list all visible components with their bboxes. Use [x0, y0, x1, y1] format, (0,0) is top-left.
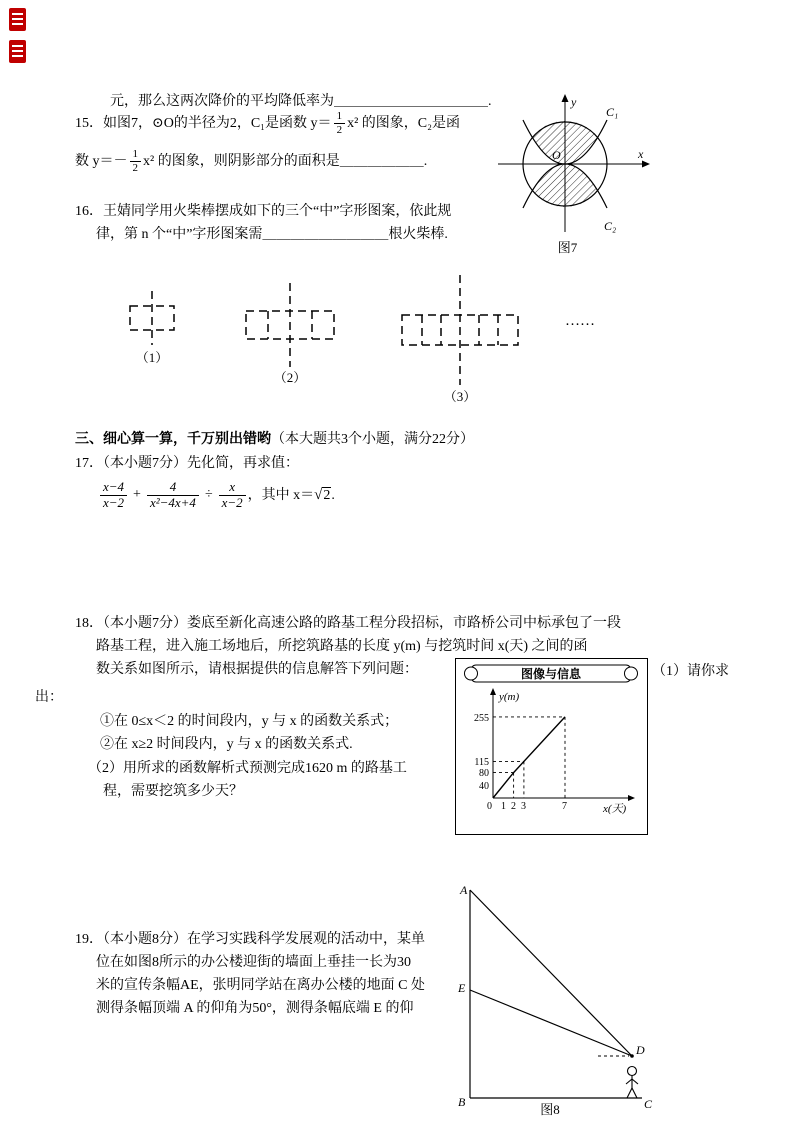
q15-text: x² 的图象，C₂是函 [347, 115, 460, 131]
matchstick-figures [75, 255, 660, 410]
fraction [100, 480, 127, 511]
fraction-denominator: x−2 [103, 494, 125, 510]
ytick-80: 80 [479, 768, 489, 779]
fig8-point-d: D [636, 1043, 645, 1057]
q14-continuation-text: 元，那么这两次降价的平均降低率为＿＿＿＿＿＿＿＿＿＿＿. [110, 94, 492, 109]
q18-subitem-2: ②在 x≥2 时间段内，y 与 x 的函数关系式. [100, 737, 353, 752]
person-leg [632, 1088, 637, 1098]
fraction-denominator: 2 [132, 161, 138, 174]
q17-period: . [331, 487, 335, 503]
section-3-heading [75, 428, 474, 451]
section-3-points: （本大题共3个小题，满分22分） [271, 432, 474, 447]
ytick-255: 255 [474, 713, 489, 724]
xtick-2: 2 [511, 801, 516, 812]
fraction-one-half [334, 110, 346, 136]
q18-line-2: 路基工程，进入施工场地后，所挖筑路基的长度 y(m) 与挖筑时间 x(天) 之间的函 [96, 639, 588, 654]
fraction-denominator: 2 [336, 123, 343, 136]
question-15 [75, 104, 460, 180]
sightline-ad [470, 890, 632, 1056]
pattern-1-label: （1） [135, 350, 169, 365]
fig7-y-label: y [571, 95, 577, 109]
q17-line-1: 17．（本小题7分）先化简，再求值： [75, 456, 299, 471]
q16-line-2: 律，第 n 个“中”字形图案需＿＿＿＿＿＿＿＿＿根火柴棒. [96, 227, 448, 242]
fraction-numerator: 1 [130, 148, 142, 162]
fraction-one-half [130, 148, 142, 174]
fig8-point-e: E [458, 981, 466, 995]
figure-7 [480, 92, 655, 237]
ytick-40: 40 [479, 781, 489, 792]
x-axis-arrow-icon [642, 161, 650, 168]
q17-condition: ，其中 x＝ [247, 487, 315, 503]
xtick-3: 3 [521, 801, 526, 812]
divide-operator: ÷ [204, 487, 213, 502]
q16-line-1: 16．王婧同学用火柴棒摆成如下的三个“中”字形图案，依此规 [75, 204, 452, 219]
q15-line-2 [75, 142, 460, 180]
annotation-marker-icon[interactable] [9, 8, 26, 31]
q19-line-3: 米的宣传条幅AE，张明同学站在离办公楼的地面 C 处 [96, 978, 425, 993]
person-arm [626, 1079, 632, 1084]
xtick-1: 1 [501, 801, 506, 812]
fig8-point-a: A [460, 883, 468, 897]
section-3-title: 三、细心算一算，千万别出错哟 [75, 432, 271, 447]
ytick-115: 115 [474, 757, 489, 768]
q15-text: 数 y＝－ [75, 153, 128, 169]
figure-8 [450, 878, 685, 1120]
fig7-o-label: O [552, 148, 561, 162]
graph-x-label: x(天) [603, 803, 627, 815]
xtick-7: 7 [562, 801, 567, 812]
ellipsis-dots: …… [565, 313, 595, 329]
radicand: 2 [323, 487, 331, 503]
q19-line-1: 19．（本小题8分）在学习实践科学发展观的活动中，某单 [75, 932, 425, 947]
person-head [628, 1067, 637, 1076]
fig7-x-label: x [638, 147, 644, 161]
fraction-denominator: x²−4x+4 [149, 494, 196, 510]
fraction-numerator: x [219, 480, 246, 496]
pattern-3-label: （3） [443, 389, 477, 404]
fraction-numerator: x−4 [100, 480, 127, 496]
q18-subitem-3: （2）用所求的函数解析式预测完成1620 m 的路基工 [88, 761, 407, 776]
person-leg [627, 1088, 632, 1098]
graph-title: 图像与信息 [520, 667, 582, 681]
fig8-point-b: B [458, 1095, 466, 1109]
q18-graph [455, 658, 648, 835]
origin-label: 0 [487, 801, 492, 812]
q18-line-1: 18．（本小题7分）娄底至新化高速公路的路基工程分段招标，市路桥公司中标承包了一段 [75, 616, 621, 631]
q18-subitem-1: ①在 0≤x＜2 的时间段内，y 与 x 的函数关系式； [100, 714, 399, 729]
fraction-numerator: 4 [147, 480, 199, 496]
fig8-point-c: C [644, 1097, 653, 1111]
person-arm [632, 1079, 638, 1084]
q18-line-3-right: （1）请你求 [652, 664, 729, 679]
q17-expression [98, 472, 335, 518]
fig7-caption: 图7 [557, 240, 578, 255]
q18-line-4: 出： [35, 690, 63, 705]
q15-line-1 [75, 104, 460, 142]
banner-end-icon [465, 667, 478, 680]
annotation-marker-icon[interactable] [9, 40, 26, 63]
q19-line-2: 位在如图8所示的办公楼迎街的墙面上垂挂一长为30 [96, 955, 411, 970]
q19-line-4: 测得条幅顶端 A 的仰角为50°，测得条幅底端 E 的仰 [96, 1001, 414, 1016]
pattern-2-label: （2） [273, 370, 307, 385]
graph-y-label: y(m) [499, 691, 520, 703]
fig8-caption: 图8 [540, 1102, 560, 1117]
fraction [147, 480, 199, 511]
sightline-ed [470, 990, 632, 1056]
fraction-denominator: x−2 [221, 494, 243, 510]
y-axis-arrow-icon [562, 94, 569, 102]
person-figure [626, 1067, 638, 1099]
fraction-numerator: 1 [334, 110, 346, 124]
fraction [219, 480, 246, 511]
plus-operator: + [133, 487, 141, 502]
radical-icon: √ [314, 486, 323, 503]
q18-line-3: 数关系如图所示，请根据提供的信息解答下列问题： [96, 662, 418, 677]
q18-subitem-4: 程，需要挖筑多少天？ [103, 784, 243, 799]
banner-end-icon [625, 667, 638, 680]
fig7-c2-label: C₂ [604, 219, 617, 233]
q15-text: 15．如图7，⊙O的半径为2，C₁是函数 y＝ [75, 115, 332, 131]
point-d-dot [630, 1054, 634, 1058]
fig7-c1-label: C₁ [606, 105, 619, 119]
sqrt-2 [314, 487, 331, 504]
q15-text: x² 的图象，则阴影部分的面积是＿＿＿＿＿＿. [143, 153, 428, 169]
